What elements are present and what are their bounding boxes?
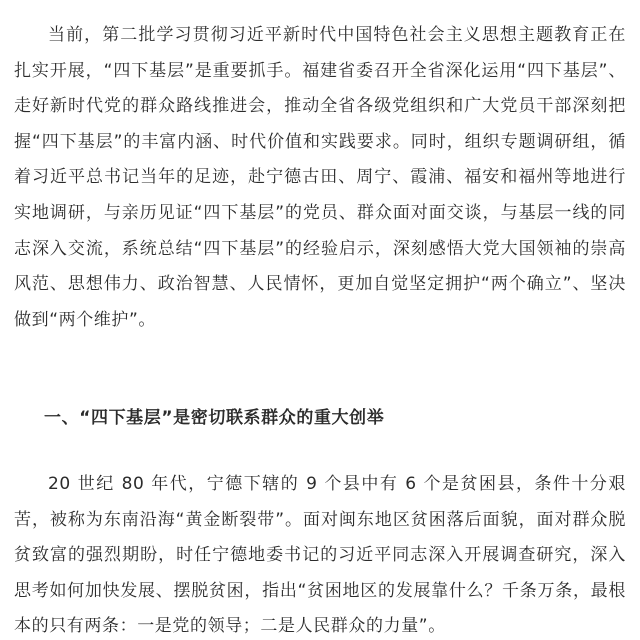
intro-paragraph: 当前，第二批学习贯彻习近平新时代中国特色社会主义思想主题教育正在扎实开展，“四下基层”是重要抓手。福建省委召开全省深化运用“四下基层”、走好新时代党的群众路线推进会，推动全省各级党组织和广大党员干部深刻把握“四下基层”的丰富内涵、时代价值和实践要求。同时，组织专题调研组，循着习近平总书记当年的足迹，赴宁德古田、周宁、霞浦、福安和福州等地进行实地调研，与亲历见证“四下基层”的党员、群众面对面交谈，与基层一线的同志深入交流，系统总结“四下基层”的经验启示，深刻感悟大党大国领袖的崇高风范、思想伟力、政治智慧、人民情怀，更加自觉坚定拥护“两个确立”、坚决做到“两个维护”。 (14, 25, 626, 330)
section-body-paragraph: 20 世纪 80 年代，宁德下辖的 9 个县中有 6 个是贫困县，条件十分艰苦，被称为东南沿海“黄金断裂带”。面对闽东地区贫困落后面貌，面对群众脱贫致富的强烈期盼，时任宁德地委书记的习近平同志深入开展调查研究，深入思考如何加快发展、摆脱贫困，指出“贫困地区的发展靠什么？千条万条，最根本的只有两条：一是党的领导；二是人民群众的力量”。 (14, 474, 626, 637)
section-heading: 一、“四下基层”是密切联系群众的重大创举 (44, 408, 385, 428)
